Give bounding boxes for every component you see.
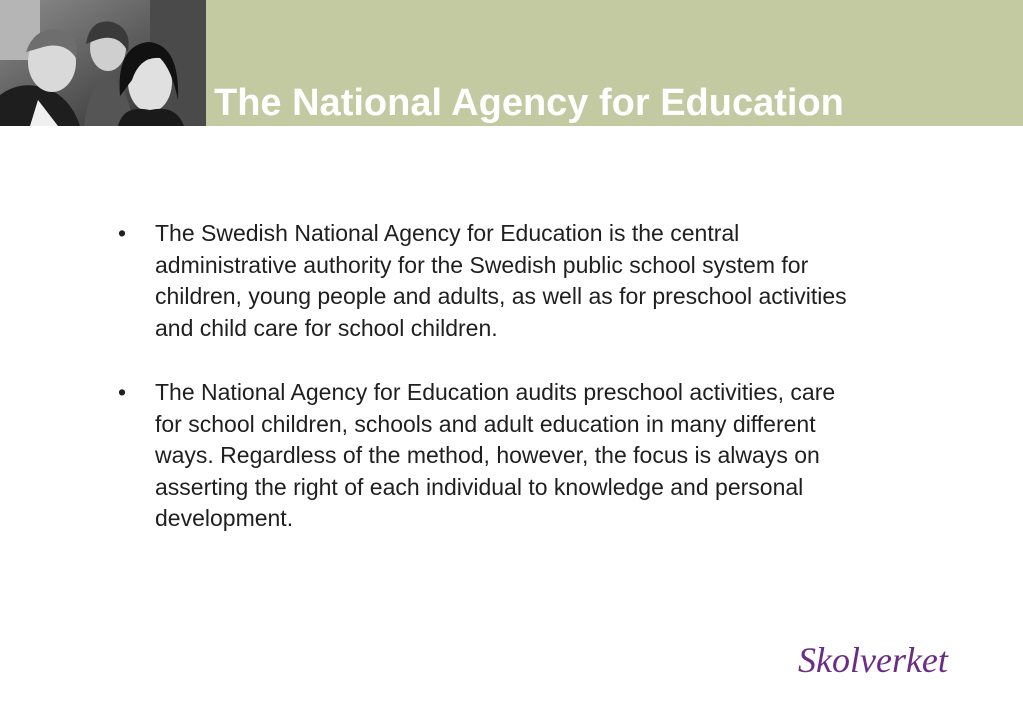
- slide-title: The National Agency for Education: [214, 82, 844, 124]
- bullet-item: [118, 218, 878, 344]
- bullet-text: The National Agency for Education audits preschool activities, care for school children, schools and adult education in many different ways. Regardless of the method, however, the focus is always on asserting the right of each individual to knowledge and personal development.: [155, 379, 836, 531]
- bullet-item: [118, 377, 878, 535]
- bullet-icon: •: [118, 379, 127, 405]
- bullet-text: The Swedish National Agency for Education is the central administrative authority for the Swedish public school system for children, young people and adults, as well as for preschool activities and child care for school children.: [155, 220, 847, 341]
- skolverket-logo: Skolverket: [798, 640, 948, 680]
- bullet-icon: •: [118, 220, 127, 246]
- students-photo-icon: [0, 0, 206, 126]
- bullet-list: [118, 218, 878, 568]
